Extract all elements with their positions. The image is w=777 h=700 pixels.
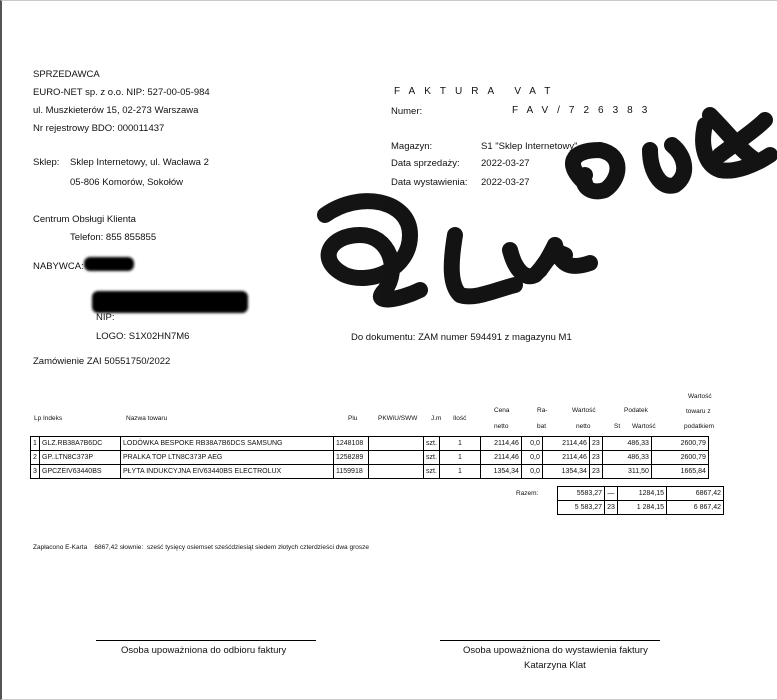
col-pkwiu: PKWiU/SWW <box>378 415 418 422</box>
shop-line2: 05-806 Komorów, Sokołów <box>70 177 184 188</box>
cell-plu: 1258289 <box>334 451 369 465</box>
buyer-nip: NIP: <box>96 312 115 323</box>
cell-st: 23 <box>589 437 602 451</box>
col-jm: J.m <box>431 415 442 422</box>
col-gross-1: Wartość <box>688 393 712 400</box>
sum-st: — <box>605 487 618 501</box>
sum-label: Razem: <box>516 490 539 497</box>
cell-price: 1354,34 <box>480 465 521 479</box>
cell-gross: 2600,79 <box>651 451 708 465</box>
customer-center: Centrum Obsługi Klienta <box>33 214 136 225</box>
table-row <box>31 465 709 479</box>
shop-line1: Sklep Internetowy, ul. Wacława 2 <box>70 157 209 168</box>
cell-index: GLZ.RB38A7B6DC <box>40 437 121 451</box>
cell-name: PŁYTA INDUKCYJNA EIV63440BS ELECTROLUX <box>121 465 334 479</box>
col-plu: Plu <box>348 415 358 422</box>
table-row <box>31 437 709 451</box>
shop-label: Sklep: <box>33 157 60 168</box>
redaction-buyer-address <box>92 291 248 313</box>
seller-heading: SPRZEDAWCA <box>33 69 100 80</box>
invoice-title: FAKTURA VAT <box>394 86 560 97</box>
col-gross-3: podatkiem <box>684 423 714 430</box>
cell-tax: 486,33 <box>602 451 651 465</box>
cell-index: GP..LTN8C373P <box>40 451 121 465</box>
cell-lp: 3 <box>31 465 40 479</box>
cell-qty: 1 <box>439 451 480 465</box>
sum-row-2 <box>558 501 724 515</box>
issuer-signature-line <box>440 640 660 641</box>
warehouse-value: S1 "Sklep Internetowy" <box>481 141 578 152</box>
cell-net: 1354,34 <box>542 465 589 479</box>
col-qty: Ilość <box>453 415 467 422</box>
handwritten-scribble <box>300 95 777 335</box>
sum-table <box>557 486 724 515</box>
cell-pkwiu <box>369 465 424 479</box>
cell-rabat: 0,0 <box>521 465 542 479</box>
col-net-2: netto <box>576 423 591 430</box>
table-row <box>31 451 709 465</box>
items-table <box>30 436 709 479</box>
cell-name: PRALKA TOP LTN8C373P AEG <box>121 451 334 465</box>
cell-rabat: 0,0 <box>521 451 542 465</box>
col-tax-2: Wartość <box>632 423 656 430</box>
cell-rabat: 0,0 <box>521 437 542 451</box>
sale-date: 2022-03-27 <box>481 158 530 169</box>
col-price-2: netto <box>494 423 509 430</box>
issue-date-label: Data wystawienia: <box>391 177 468 188</box>
col-lp: Lp <box>34 415 42 422</box>
total-st: 23 <box>605 501 618 515</box>
cell-gross: 2600,79 <box>651 437 708 451</box>
col-name: Nazwa towaru <box>126 415 168 422</box>
invoice-number: FAV/726383 <box>512 105 657 116</box>
cell-gross: 1665,84 <box>651 465 708 479</box>
cell-lp: 2 <box>31 451 40 465</box>
receiver-signature-label: Osoba upoważniona do odbioru faktury <box>121 645 287 656</box>
seller-line3: Nr rejestrowy BDO: 000011437 <box>33 123 165 134</box>
cell-lp: 1 <box>31 437 40 451</box>
receiver-signature-line <box>96 640 316 641</box>
cell-jm: szt. <box>424 437 440 451</box>
customer-phone: Telefon: 855 855855 <box>70 232 157 243</box>
cell-jm: szt. <box>424 465 440 479</box>
col-tax-1: Podatek <box>624 407 648 414</box>
buyer-label: NABYWCA: <box>33 261 84 272</box>
issuer-name: Katarzyna Klat <box>524 660 586 671</box>
col-rabat-2: bat <box>537 423 547 430</box>
col-index: Indeks <box>43 415 63 422</box>
col-st: St <box>614 423 621 430</box>
sum-net: 5583,27 <box>558 487 605 501</box>
col-gross-2: towaru z <box>686 408 711 415</box>
cell-plu: 1248108 <box>334 437 369 451</box>
cell-qty: 1 <box>439 437 480 451</box>
cell-tax: 311,50 <box>602 465 651 479</box>
issuer-signature-label: Osoba upoważniona do wystawienia faktury <box>463 645 648 656</box>
sale-date-label: Data sprzedaży: <box>391 158 460 169</box>
cell-index: GPCZEIV63440BS <box>40 465 121 479</box>
payment-line: Zapłacono E-Karta 6867,42 słownie: sześć tysięcy osiemset sześćdziesiąt siedem złotych czterdzieści dwa grosze <box>33 544 369 551</box>
cell-pkwiu <box>369 451 424 465</box>
cell-pkwiu <box>369 437 424 451</box>
total-tax: 1 284,15 <box>618 501 667 515</box>
total-gross: 6 867,42 <box>667 501 724 515</box>
seller-line1: EURO-NET sp. z o.o. NIP: 527-00-05-984 <box>33 87 210 98</box>
sum-tax: 1284,15 <box>618 487 667 501</box>
cell-net: 2114,46 <box>542 437 589 451</box>
order-number: Zamówienie ZAI 50551750/2022 <box>33 356 171 367</box>
invoice-number-label: Numer: <box>391 106 423 117</box>
cell-jm: szt. <box>424 451 440 465</box>
cell-net: 2114,46 <box>542 451 589 465</box>
cell-price: 2114,46 <box>480 451 521 465</box>
warehouse-label: Magazyn: <box>391 141 433 152</box>
issue-date: 2022-03-27 <box>481 177 530 188</box>
cell-qty: 1 <box>439 465 480 479</box>
document-reference: Do dokumentu: ZAM numer 594491 z magazynu M1 <box>351 332 572 343</box>
col-rabat-1: Ra- <box>537 407 548 414</box>
sum-gross: 6867,42 <box>667 487 724 501</box>
cell-price: 2114,46 <box>480 437 521 451</box>
redaction-buyer-name <box>84 257 134 271</box>
cell-name: LODÓWKA BESPOKE RB38A7B6DCS SAMSUNG <box>121 437 334 451</box>
buyer-logo: LOGO: S1X02HN7M6 <box>96 331 190 342</box>
cell-plu: 1159918 <box>334 465 369 479</box>
total-net: 5 583,27 <box>558 501 605 515</box>
seller-line2: ul. Muszkieterów 15, 02-273 Warszawa <box>33 105 199 116</box>
cell-st: 23 <box>589 451 602 465</box>
cell-st: 23 <box>589 465 602 479</box>
col-price-1: Cena <box>494 407 510 414</box>
col-net-1: Wartość <box>572 407 596 414</box>
sum-row-1 <box>558 487 724 501</box>
cell-tax: 486,33 <box>602 437 651 451</box>
